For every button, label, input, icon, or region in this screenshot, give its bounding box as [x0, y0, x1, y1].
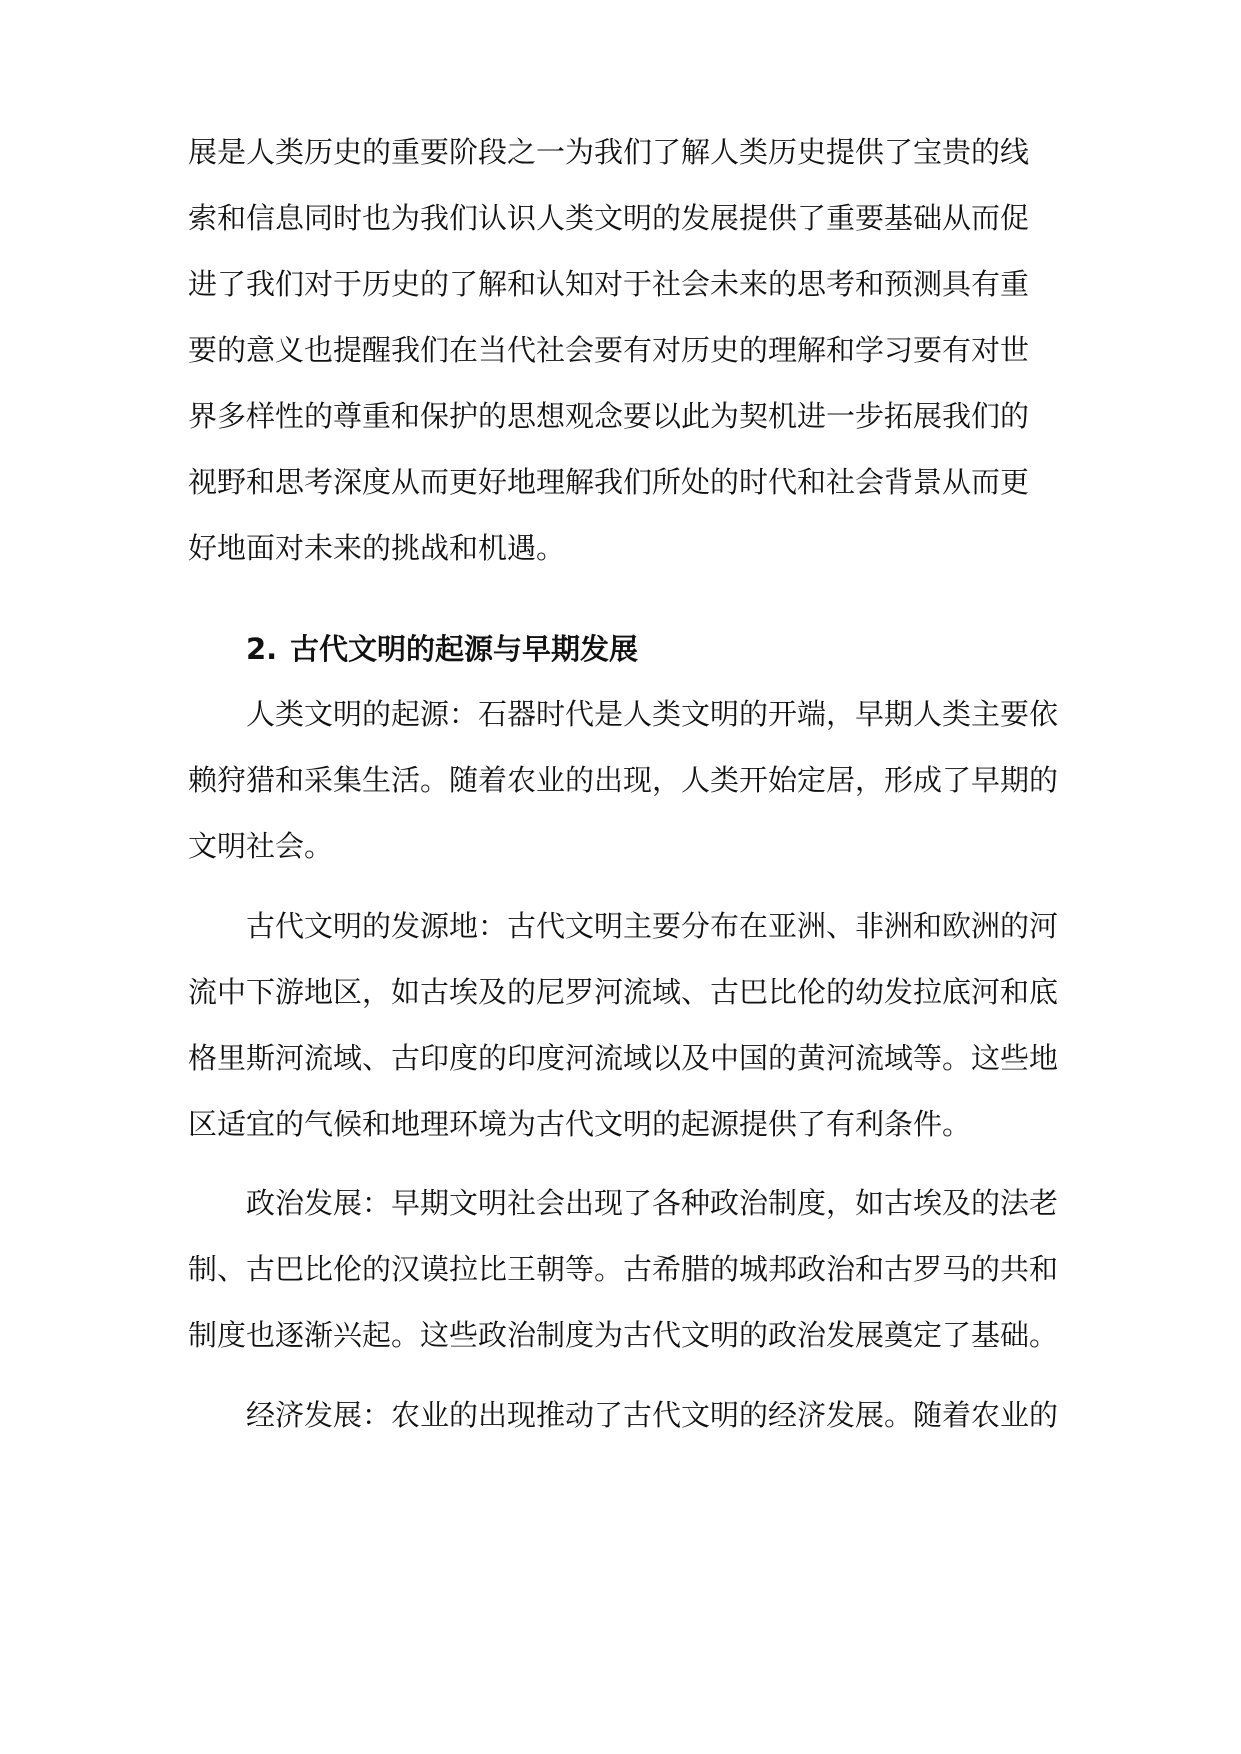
intro-line-4: 要的意义也提醒我们在当代社会要有对历史的理解和学习要有对世 [188, 333, 1030, 367]
politics-line-1: 政治发展：早期文明社会出现了各种政治制度，如古埃及的法老 [246, 1186, 1059, 1220]
intro-line-7: 好地面对未来的挑战和机遇。 [188, 531, 566, 565]
intro-line-5: 界多样性的尊重和保护的思想观念要以此为契机进一步拓展我们的 [188, 399, 1030, 433]
section-heading [246, 627, 1058, 671]
birthplace-line-3: 格里斯河流域、古印度的印度河流域以及中国的黄河流域等。这些地 [188, 1041, 1059, 1075]
politics-line-3: 制度也逐渐兴起。这些政治制度为古代文明的政治发展奠定了基础。 [188, 1318, 1059, 1352]
section-number: 2. [246, 632, 278, 666]
origin-line-2: 赖狩猎和采集生活。随着农业的出现，人类开始定居，形成了早期的 [188, 763, 1059, 797]
section-title: 古代文明的起源与早期发展 [290, 632, 639, 666]
intro-line-6: 视野和思考深度从而更好地理解我们所处的时代和社会背景从而更 [188, 465, 1030, 499]
economy-line-1: 经济发展：农业的出现推动了古代文明的经济发展。随着农业的 [246, 1398, 1059, 1432]
birthplace-line-4: 区适宜的气候和地理环境为古代文明的起源提供了有利条件。 [188, 1107, 972, 1141]
birthplace-line-1: 古代文明的发源地：古代文明主要分布在亚洲、非洲和欧洲的河 [246, 909, 1059, 943]
birthplace-line-2: 流中下游地区，如古埃及的尼罗河流域、古巴比伦的幼发拉底河和底 [188, 975, 1059, 1009]
origin-line-1: 人类文明的起源：石器时代是人类文明的开端，早期人类主要依 [246, 697, 1059, 731]
origin-line-3: 文明社会。 [188, 829, 334, 863]
intro-line-3: 进了我们对于历史的了解和认知对于社会未来的思考和预测具有重 [188, 267, 1030, 301]
politics-line-2: 制、古巴比伦的汉谟拉比王朝等。古希腊的城邦政治和古罗马的共和 [188, 1252, 1059, 1286]
intro-line-1: 展是人类历史的重要阶段之一为我们了解人类历史提供了宝贵的线 [188, 135, 1030, 169]
intro-line-2: 索和信息同时也为我们认识人类文明的发展提供了重要基础从而促 [188, 201, 1030, 235]
